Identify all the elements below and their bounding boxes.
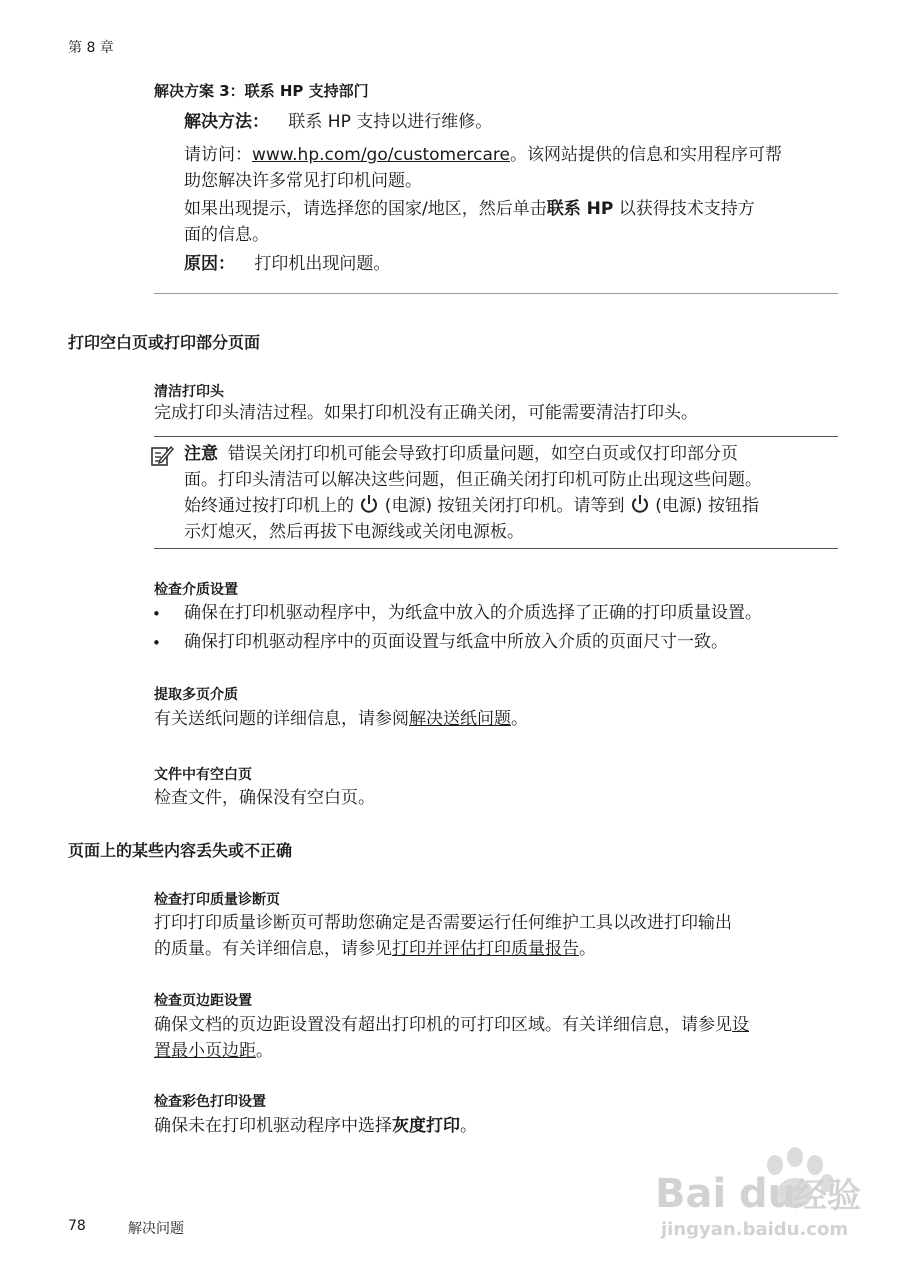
prompt-line2: 面的信息。	[184, 225, 269, 245]
note-top-rule	[154, 436, 838, 437]
subheading-clean: 清洁打印头	[154, 384, 224, 400]
subheading-media: 检查介质设置	[154, 582, 238, 598]
cause-text: 打印机出现问题。	[254, 254, 391, 274]
visit-prefix: 请访问：	[184, 145, 252, 165]
note-line1: 错误关闭打印机可能会导致打印质量问题，如空白页或仅打印部分页	[228, 444, 738, 464]
subheading-blankfile: 文件中有空白页	[154, 767, 252, 783]
note-line2: 面。打印头清洁可以解决这些问题，但正确关闭打印机可防止出现这些问题。	[184, 470, 762, 490]
bullet-marker: •	[152, 605, 161, 623]
cause-label: 原因：	[184, 254, 235, 274]
visit-rest: 。该网站提供的信息和实用程序可帮	[510, 145, 782, 165]
note-line3-a: 始终通过按打印机上的	[184, 496, 360, 516]
note-icon	[150, 443, 174, 467]
method-label: 解决方法：	[184, 112, 269, 132]
diag-line2-pre: 的质量。有关详细信息，请参见	[154, 939, 392, 959]
clean-text: 完成打印头清洁过程。如果打印机没有正确关闭，可能需要清洁打印头。	[154, 403, 698, 423]
min-margin-link[interactable]: 设	[732, 1015, 749, 1035]
list-item: 确保打印机驱动程序中的页面设置与纸盒中所放入介质的页面尺寸一致。	[184, 632, 728, 652]
margin-text	[154, 1012, 844, 1064]
paper-feed-link[interactable]: 解决送纸问题	[409, 709, 511, 729]
visit-line2: 助您解决许多常见打印机问题。	[184, 171, 422, 191]
watermark-cn: 经验	[793, 1176, 861, 1216]
diag-line1: 打印打印质量诊断页可帮助您确定是否需要运行任何维护工具以改进打印输出	[154, 913, 732, 933]
grayscale-label: 灰度打印	[392, 1116, 460, 1136]
min-margin-link[interactable]: 置最小页边距	[154, 1041, 256, 1061]
note-bottom-rule	[154, 548, 838, 549]
method-line	[184, 109, 492, 135]
multi-text-pre: 有关送纸问题的详细信息，请参阅	[154, 709, 409, 729]
note-label: 注意	[184, 444, 218, 464]
quality-report-link[interactable]: 打印并评估打印质量报告	[392, 939, 579, 959]
blankfile-text: 检查文件，确保没有空白页。	[154, 788, 375, 808]
solution-title: 解决方案 3：联系 HP 支持部门	[154, 82, 369, 100]
color-text-post: 。	[460, 1116, 477, 1136]
divider	[154, 293, 838, 294]
section-heading-blank: 打印空白页或打印部分页面	[68, 333, 261, 352]
prompt-pre: 如果出现提示，请选择您的国家/地区，然后单击	[184, 199, 547, 219]
method-text: 联系 HP 支持以进行维修。	[288, 112, 493, 132]
visit-paragraph	[184, 142, 844, 194]
watermark-url: jingyan.baidu.com	[661, 1219, 849, 1240]
cause-line	[184, 251, 390, 277]
diag-text	[154, 910, 844, 962]
multi-text	[154, 706, 844, 732]
subheading-margin: 检查页边距设置	[154, 993, 252, 1009]
diag-line2-post: 。	[579, 939, 596, 959]
color-text-pre: 确保未在打印机驱动程序中选择	[154, 1116, 392, 1136]
margin-line2-post: 。	[256, 1041, 273, 1061]
watermark-brand: Bai	[655, 1171, 727, 1217]
footer-title: 解决问题	[128, 1221, 184, 1237]
note-line4: 示灯熄灭，然后再拔下电源线或关闭电源板。	[184, 522, 524, 542]
note-block	[184, 441, 844, 545]
page-number: 78	[68, 1218, 86, 1234]
subheading-diag: 检查打印质量诊断页	[154, 892, 280, 908]
baidu-watermark	[655, 1135, 870, 1245]
margin-line1-pre: 确保文档的页边距设置没有超出打印机的可打印区域。有关详细信息，请参见	[154, 1015, 732, 1035]
prompt-paragraph	[184, 196, 844, 248]
note-line3-c: (电源) 按钮指	[649, 496, 759, 516]
bullet-marker: •	[152, 634, 161, 652]
customercare-link[interactable]: www.hp.com/go/customercare	[252, 145, 510, 165]
subheading-color: 检查彩色打印设置	[154, 1094, 266, 1110]
chapter-label: 第 8 章	[68, 40, 114, 56]
section-heading-missing: 页面上的某些内容丢失或不正确	[68, 841, 293, 860]
contact-hp-label: 联系 HP	[546, 199, 614, 219]
note-line3-b: (电源) 按钮关闭打印机。请等到	[379, 496, 630, 516]
list-item: 确保在打印机驱动程序中，为纸盒中放入的介质选择了正确的打印质量设置。	[184, 603, 762, 623]
subheading-multi: 提取多页介质	[154, 687, 238, 703]
power-icon	[359, 494, 379, 514]
watermark-brand2: du	[739, 1171, 797, 1217]
power-icon	[630, 494, 650, 514]
note-line3	[184, 493, 844, 519]
multi-text-post: 。	[511, 709, 528, 729]
prompt-post: 以获得技术支持方	[613, 199, 755, 219]
